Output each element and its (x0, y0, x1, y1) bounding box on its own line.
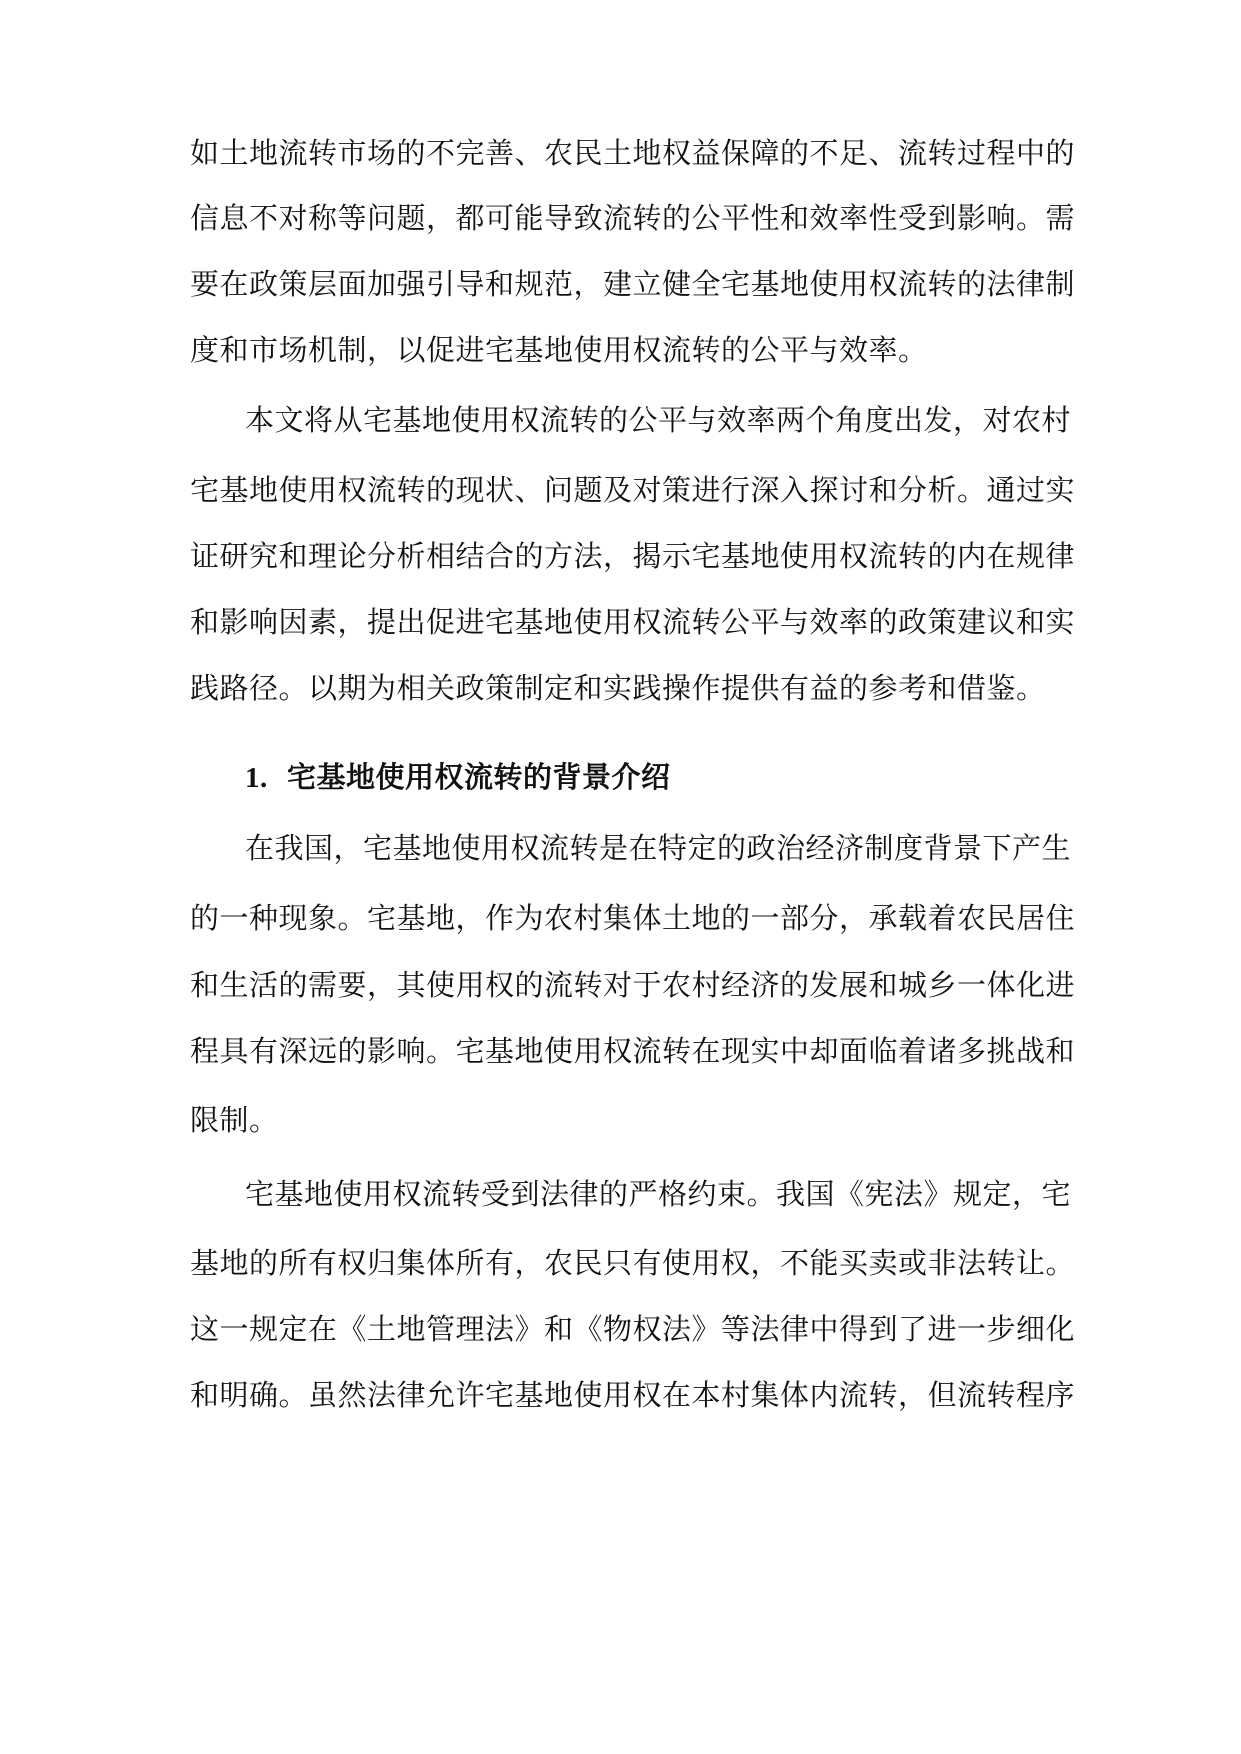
paragraph-3-line-5: 限制。 (190, 1103, 279, 1137)
paragraph-3-line-4: 程具有深远的影响。宅基地使用权流转在现实中却面临着诸多挑战和 (190, 1034, 1076, 1068)
paragraph-3-line-2: 的一种现象。宅基地，作为农村集体土地的一部分，承载着农民居住 (190, 901, 1076, 935)
paragraph-4-line-1: 宅基地使用权流转受到法律的严格约束。我国《宪法》规定，宅 (245, 1177, 1072, 1211)
section-heading-number: 1. (245, 762, 268, 794)
paragraph-3-line-3: 和生活的需要，其使用权的流转对于农村经济的发展和城乡一体化进 (190, 968, 1076, 1002)
section-heading-title: 宅基地使用权流转的背景介绍 (287, 760, 671, 794)
paragraph-2-line-3: 证研究和理论分析相结合的方法，揭示宅基地使用权流转的内在规律 (190, 539, 1076, 573)
paragraph-1-line-1: 如土地流转市场的不完善、农民土地权益保障的不足、流转过程中的 (190, 136, 1076, 170)
paragraph-4-line-3: 这一规定在《土地管理法》和《物权法》等法律中得到了进一步细化 (190, 1312, 1076, 1346)
paragraph-1-line-2: 信息不对称等问题，都可能导致流转的公平性和效率性受到影响。需 (190, 201, 1076, 235)
paragraph-2-line-5: 践路径。以期为相关政策制定和实践操作提供有益的参考和借鉴。 (190, 671, 1046, 705)
paragraph-2-line-2: 宅基地使用权流转的现状、问题及对策进行深入探讨和分析。通过实 (190, 473, 1076, 507)
paragraph-4-line-4: 和明确。虽然法律允许宅基地使用权在本村集体内流转，但流转程序 (190, 1378, 1076, 1412)
paragraph-1-line-3: 要在政策层面加强引导和规范，建立健全宅基地使用权流转的法律制 (190, 267, 1076, 301)
paragraph-1-line-4: 度和市场机制，以促进宅基地使用权流转的公平与效率。 (190, 333, 928, 367)
paragraph-4-line-2: 基地的所有权归集体所有，农民只有使用权，不能买卖或非法转让。 (190, 1246, 1076, 1280)
paragraph-2-line-1: 本文将从宅基地使用权流转的公平与效率两个角度出发，对农村 (245, 403, 1072, 437)
section-heading (245, 757, 671, 798)
paragraph-3-line-1: 在我国，宅基地使用权流转是在特定的政治经济制度背景下产生 (245, 831, 1072, 865)
paragraph-2-line-4: 和影响因素，提出促进宅基地使用权流转公平与效率的政策建议和实 (190, 605, 1076, 639)
